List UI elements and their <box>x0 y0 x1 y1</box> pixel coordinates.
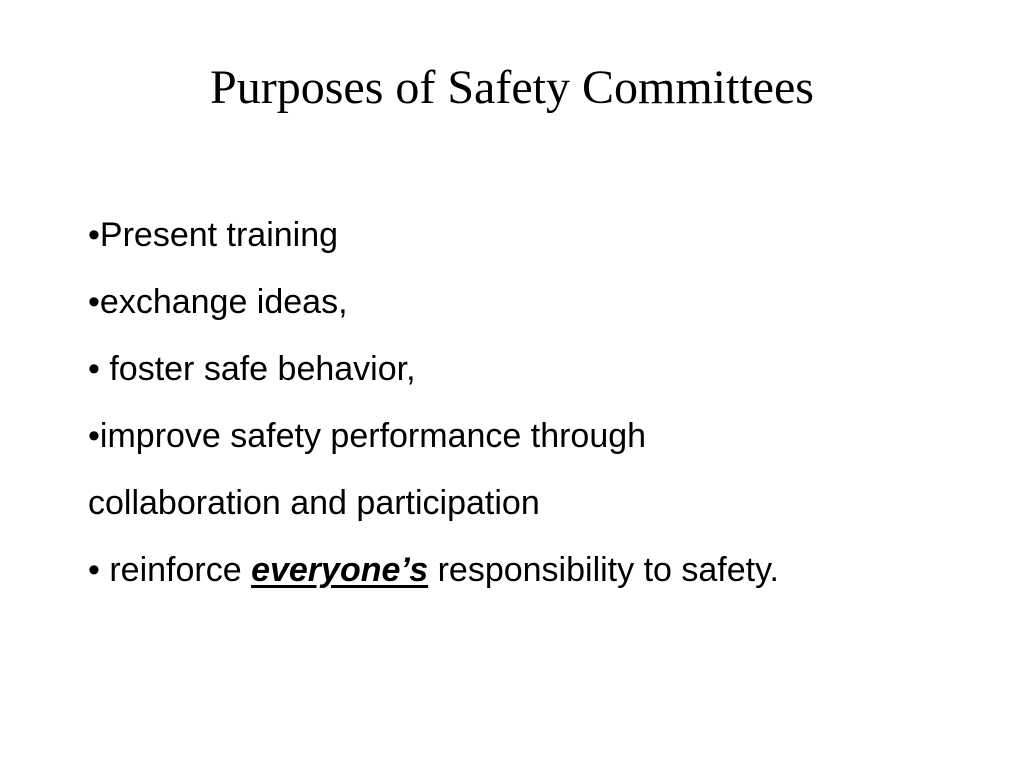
bullet-exchange-ideas: •exchange ideas, <box>88 283 348 321</box>
bullet-list <box>88 202 968 604</box>
bullet-improve-safety-continuation: collaboration and participation <box>88 484 540 522</box>
bullet-improve-safety-performance: •improve safety performance through <box>88 417 647 455</box>
emphasized-word: everyone’s <box>251 551 429 589</box>
bullet-foster-safe-behavior: • foster safe behavior, <box>88 350 416 388</box>
reinforce-text-after: responsibility to safety. <box>428 551 779 589</box>
reinforce-text-before: • reinforce <box>88 551 252 589</box>
bullet-reinforce-responsibility <box>88 537 968 604</box>
bullet-present-training: •Present training <box>88 216 339 254</box>
slide-title: Purposes of Safety Committees <box>210 61 814 114</box>
